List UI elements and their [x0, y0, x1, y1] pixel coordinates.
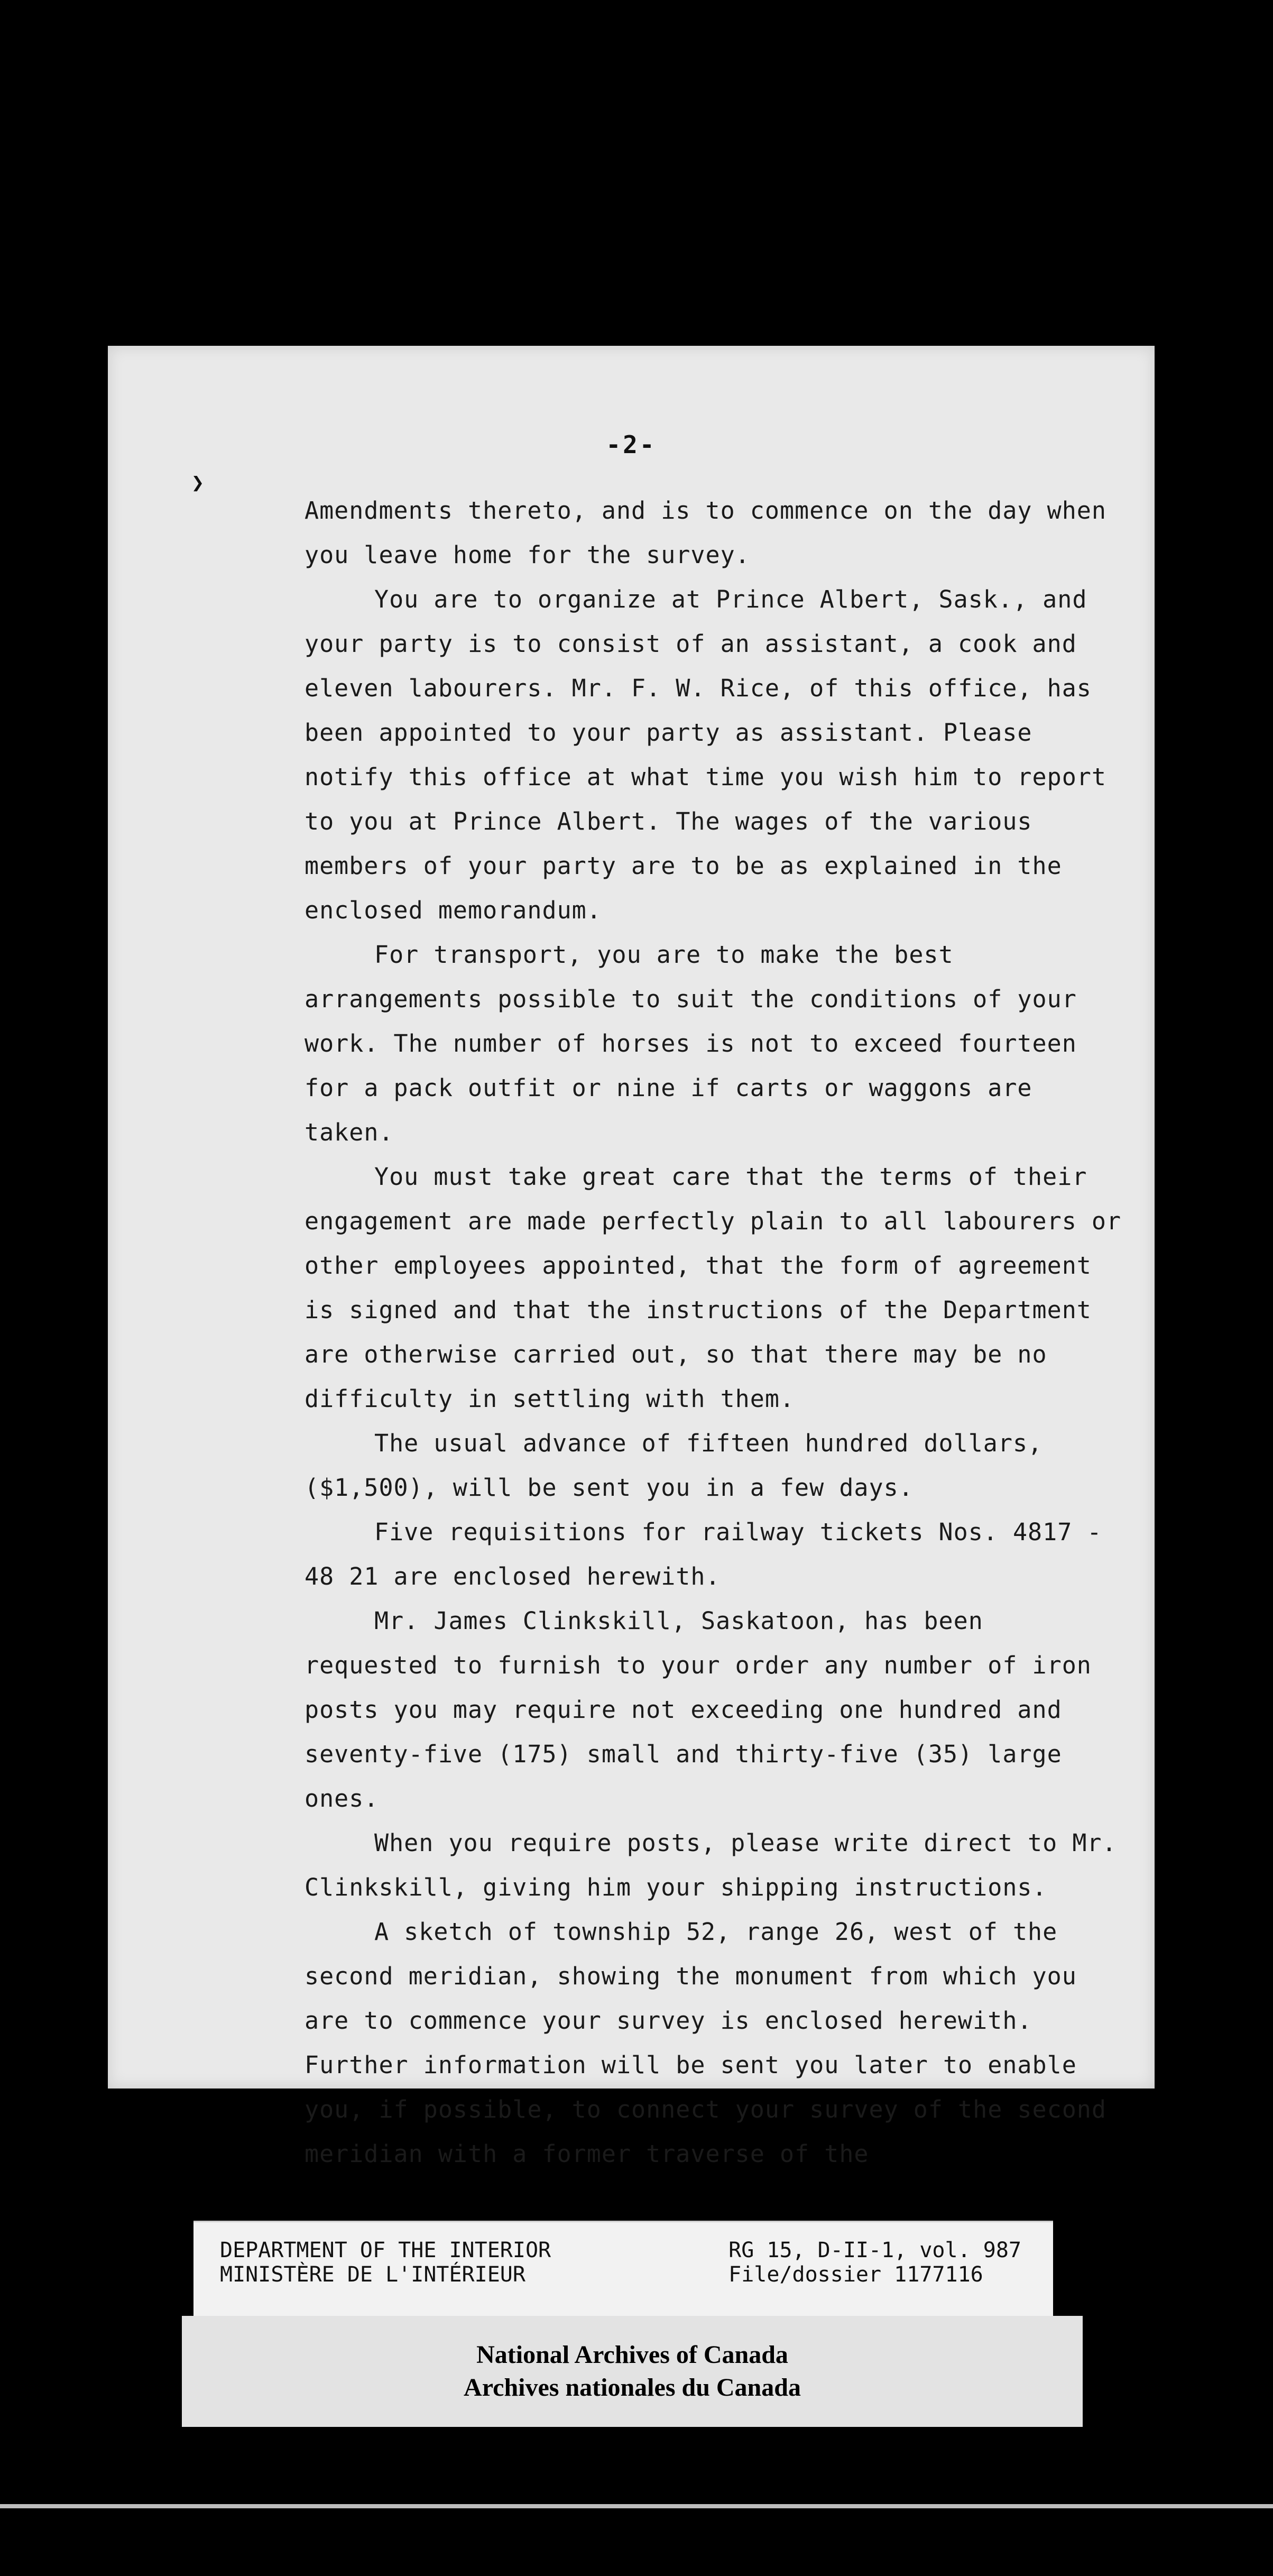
archives-name-fr: Archives nationales du Canada [464, 2373, 801, 2402]
paragraph-2: You are to organize at Prince Albert, Sask., and your party is to consist of an assistant, a cook and eleven labourers. Mr. F. W. Rice, of this office, has been appointed to your party as assistant. Please notify this office at what time you wish him to report to you at Prince Albert. The wages of the various members of your party are to be as explained in the enclosed memorandum. [305, 585, 1106, 924]
footer-divider [0, 2504, 1273, 2508]
paragraph-6: Five requisitions for railway tickets Nos. 4817 - 48 21 are enclosed herewith. [305, 1518, 1102, 1590]
department-en: DEPARTMENT OF THE INTERIOR [220, 2238, 551, 2262]
record-group: RG 15, D-II-1, vol. 987 [728, 2238, 1021, 2262]
page-number: -2- [606, 430, 657, 459]
paragraph-9: A sketch of township 52, range 26, west of the second meridian, showing the monument from which you are to commence your survey is enclosed herewith. Further information will be sent you later to enable you, if possible, to connect your survey of the second meridian with a former traverse of the [305, 1918, 1106, 2168]
paragraph-7: Mr. James Clinkskill, Saskatoon, has been requested to furnish to your order any number of iron posts you may require not exceeding one hundred and seventy-five (175) small and thirty-five (35) large ones. [305, 1607, 1092, 1813]
paragraph-4: You must take great care that the terms of their engagement are made perfectly plain to all labourers or other employees appointed, that the form of agreement is signed and that the instructions of the Department are otherwise carried out, so that there may be no difficulty in settling with them. [305, 1163, 1122, 1413]
document-page [108, 346, 1155, 2168]
reference-number [728, 2238, 1021, 2287]
paragraph-3: For transport, you are to make the best arrangements possible to suit the conditions of your work. The number of horses is not to exceed fourteen for a pack outfit or nine if carts or waggons are taken. [305, 941, 1077, 1146]
archives-banner [182, 2316, 1083, 2427]
archive-reference-label [193, 2221, 1053, 2317]
paragraph-5: The usual advance of fifteen hundred dollars, ($1,500), will be sent you in a few days. [305, 1429, 1043, 1502]
department-name [220, 2238, 551, 2287]
paragraph-1: Amendments thereto, and is to commence on the day when you leave home for the survey. [305, 496, 1106, 569]
paragraph-8: When you require posts, please write direct to Mr. Clinkskill, giving him your shipping instructions. [305, 1829, 1117, 1901]
letter-body [305, 489, 1129, 2176]
department-fr: MINISTÈRE DE L'INTÉRIEUR [220, 2262, 525, 2287]
margin-punch-mark: ❯ [191, 471, 205, 495]
archives-name-en: National Archives of Canada [476, 2341, 788, 2369]
file-number: File/dossier 1177116 [728, 2262, 983, 2287]
